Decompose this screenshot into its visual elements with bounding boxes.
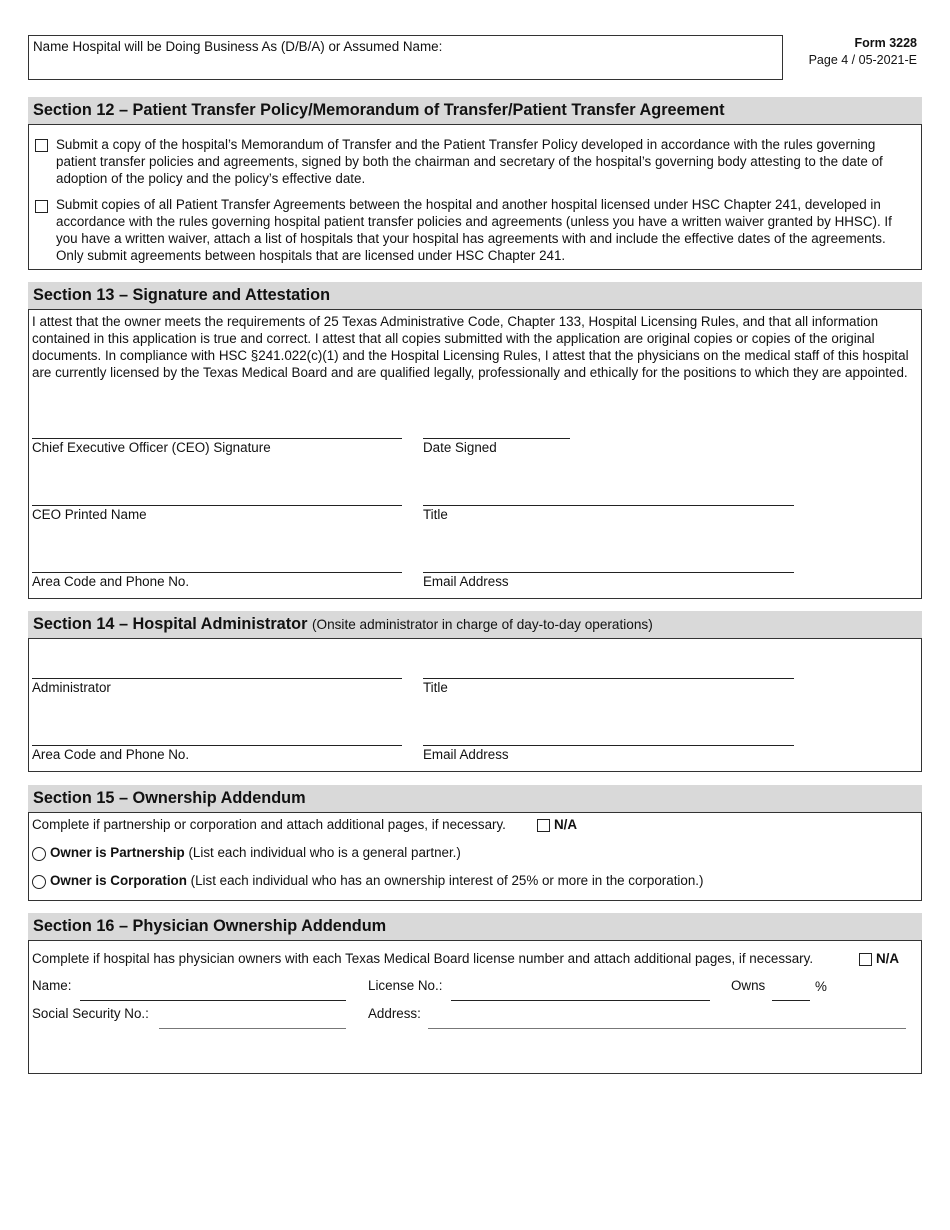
ceo-title-field[interactable] xyxy=(423,505,794,522)
ceo-phone-label: Area Code and Phone No. xyxy=(32,574,190,589)
owner-corporation-option xyxy=(50,873,703,888)
section-16-header xyxy=(28,913,922,940)
section-15-header xyxy=(28,785,922,812)
owner-partnership-label: Owner is Partnership xyxy=(50,845,185,860)
owns-percent-field[interactable] xyxy=(772,1000,810,1001)
owner-corporation-radio[interactable] xyxy=(32,875,46,889)
section-12-item-1-text: Submit a copy of the hospital’s Memorandum of Transfer and the Patient Transfer Policy developed in accordance with the rules governing patient transfer policies and agreements, signed by both the chairman and secretary of the hospital’s governing body attesting to the date of adoption of the policy and the policy’s effective date. xyxy=(56,137,883,186)
section-12-item-1-checkbox[interactable] xyxy=(35,139,48,152)
administrator-email-field[interactable] xyxy=(423,745,794,762)
ceo-signature-label: Chief Executive Officer (CEO) Signature xyxy=(32,440,271,455)
dba-label: Name Hospital will be Doing Business As (D/B/A) or Assumed Name: xyxy=(33,39,443,54)
section-13-title: Section 13 – Signature and Attestation xyxy=(33,286,331,304)
section-13-header xyxy=(28,282,922,309)
administrator-title-label: Title xyxy=(423,680,448,695)
percent-sign: % xyxy=(815,979,827,994)
administrator-field[interactable] xyxy=(32,678,402,695)
section-15-na-checkbox[interactable] xyxy=(537,819,550,832)
license-number-field[interactable] xyxy=(451,1000,710,1001)
owner-partnership-note: (List each individual who is a general partner.) xyxy=(188,845,461,860)
administrator-email-label: Email Address xyxy=(423,747,509,762)
attestation-text: I attest that the owner meets the requirements of 25 Texas Administrative Code, Chapter 133, Hospital Licensing Rules, and that all information contained in this application is true and correct. I attest that all copies submitted with the application are original copies or copies of the original documents. In compliance with HSC §241.022(c)(1) and the Hospital Licensing Rules, I attest that the physicians on the medical staff of this hospital are currently licensed by the Texas Medical Board and are qualified legally, professionally and ethically for the positions to which they are appointed. xyxy=(32,314,909,380)
owner-partnership-option xyxy=(50,845,461,860)
dba-name-field[interactable] xyxy=(28,35,783,80)
ceo-printed-name-label: CEO Printed Name xyxy=(32,507,147,522)
section-14-title: Section 14 – Hospital Administrator xyxy=(33,615,308,633)
owns-label: Owns xyxy=(731,978,766,993)
section-16-instruction: Complete if hospital has physician owners with each Texas Medical Board license number and attach additional pages, if necessary. xyxy=(32,951,814,966)
ceo-title-label: Title xyxy=(423,507,448,522)
administrator-phone-label: Area Code and Phone No. xyxy=(32,747,190,762)
ssn-label: Social Security No.: xyxy=(32,1006,149,1021)
ceo-printed-name-field[interactable] xyxy=(32,505,402,522)
address-field[interactable] xyxy=(428,1028,906,1029)
section-14-header xyxy=(28,611,922,638)
section-15-title: Section 15 – Ownership Addendum xyxy=(33,789,306,807)
section-16-na-checkbox[interactable] xyxy=(859,953,872,966)
physician-name-label: Name: xyxy=(32,978,72,993)
section-16-na-label: N/A xyxy=(876,951,900,966)
date-signed-label: Date Signed xyxy=(423,440,497,455)
administrator-label: Administrator xyxy=(32,680,111,695)
physician-name-field[interactable] xyxy=(80,1000,346,1001)
owner-corporation-note: (List each individual who has an ownership interest of 25% or more in the corporation.) xyxy=(190,873,704,888)
section-15-na-label: N/A xyxy=(554,817,578,832)
section-12-header xyxy=(28,97,922,124)
page-info: Page 4 / 05-2021-E xyxy=(808,53,917,67)
section-12-item-2-text: Submit copies of all Patient Transfer Agreements between the hospital and another hospital licensed under HSC Chapter 241, developed in accordance with the rules governing hospital patient transfer policies and agreements (unless you have a written waiver granted by HHSC). If you have a written waiver, attach a list of hospitals that your hospital has agreements with and include the effective dates of the agreements. Only submit agreements between hospitals that are licensed under HSC Chapter 241. xyxy=(56,197,892,263)
administrator-phone-field[interactable] xyxy=(32,745,402,762)
section-15-instruction: Complete if partnership or corporation and attach additional pages, if necessary. xyxy=(32,817,506,832)
section-12-title: Section 12 – Patient Transfer Policy/Memorandum of Transfer/Patient Transfer Agreement xyxy=(33,101,725,119)
date-signed-field[interactable] xyxy=(423,438,570,455)
section-12-item-2-checkbox[interactable] xyxy=(35,200,48,213)
form-number: Form 3228 xyxy=(854,36,917,50)
ceo-phone-field[interactable] xyxy=(32,572,402,589)
ceo-email-label: Email Address xyxy=(423,574,509,589)
license-number-label: License No.: xyxy=(368,978,443,993)
section-16-title: Section 16 – Physician Ownership Addendum xyxy=(33,917,387,935)
address-label: Address: xyxy=(368,1006,421,1021)
section-14-subtitle: (Onsite administrator in charge of day-to-day operations) xyxy=(311,617,653,632)
owner-partnership-radio[interactable] xyxy=(32,847,46,861)
ceo-email-field[interactable] xyxy=(423,572,794,589)
owner-corporation-label: Owner is Corporation xyxy=(50,873,187,888)
ssn-field[interactable] xyxy=(159,1028,346,1029)
administrator-title-field[interactable] xyxy=(423,678,794,695)
ceo-signature-field[interactable] xyxy=(32,438,402,455)
